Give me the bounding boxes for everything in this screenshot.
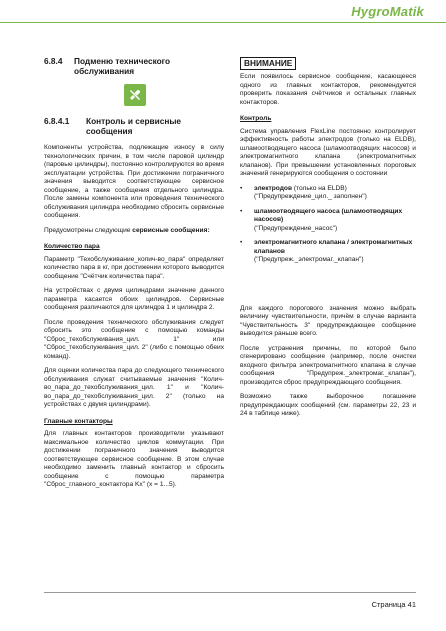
control-p4: Возможно также выборочное погашение предупреждающих сообщений (см. параметры 22, 23 и 24 в таблице ниже). bbox=[240, 393, 416, 417]
subsection-heading bbox=[44, 116, 224, 136]
subsection-number: 6.8.4.1 bbox=[44, 116, 70, 126]
status-bullet-item bbox=[240, 239, 416, 265]
brand-logo: HygroMatik bbox=[351, 4, 424, 19]
provided-bold: сервисные сообщения: bbox=[132, 226, 210, 234]
main-contactors-heading: Главные контакторы bbox=[44, 417, 113, 425]
steam-quantity-p1: Параметр "Техобслуживание_копич-во_пара" определяет количество пара в кг, при достижении которого выводится сообщение "Счётчик количества пара". bbox=[44, 255, 224, 280]
footer-rule bbox=[44, 592, 416, 593]
section-heading bbox=[44, 56, 224, 76]
subsection-title: Контроль и сервисные сообщения bbox=[86, 116, 182, 136]
steam-quantity-p3: После проведения технического обслуживания следует сбросить это сообщение с помощью команды "Сброс_техобслуживания_цил. 1" или "Сброс_техобслуживания_цил. 2" (либо с помощью обеих команд). bbox=[44, 318, 224, 360]
control-p1: Система управления FlexLine постоянно контролирует эффективность работы электродов (только на ELDB), шламоотводящего насоса (шламоотводящих насосов) и электромагнитного клапана (электромагнитных клапанов). При превышении установленных пороговых значений генерируются сообщения о состоянии bbox=[240, 127, 416, 177]
bullet-dot: • bbox=[240, 239, 243, 246]
steam-quantity-heading: Количество пара bbox=[44, 243, 100, 250]
bullet-dot: • bbox=[240, 207, 243, 215]
status-bullet-item bbox=[240, 208, 416, 234]
steam-quantity-p2: На устройствах с двумя цилиндрами значение данного параметра касается обоих цилиндров. Сервисные сообщения различаются для цилиндра 1 и цилиндра 2. bbox=[44, 287, 224, 311]
page-number: Страница 41 bbox=[371, 600, 416, 609]
section-title: Подменю технического обслуживания bbox=[74, 56, 171, 76]
header-rule bbox=[0, 22, 446, 23]
control-p3: После устранения причины, по которой было сгенерировано сообщение (например, после очистки входного фильтра электромагнитного клапана в случае сообщения "Предупреж._электромаг._клапан"), производится сброс предупреждающего сообщения. bbox=[240, 344, 416, 386]
section-number: 6.8.4 bbox=[44, 56, 63, 66]
bullet-text: шламоотводящего насоса (шламоотводящих насосов) ("Предупреждение_насос") bbox=[254, 207, 403, 232]
main-contactors-p1: Для главных контакторов производители указывают максимальное количество циклов коммутации. При достижении пограничного значения выводится соответствующее сервисное сообщение. В этом случае необходимо заменить главный контактор и сбросить сообщение с помощью параметра "Сброс_главного_контактора Kx" (x = 1...5). bbox=[44, 430, 224, 488]
control-p2: Для каждого порогового значения можно выбрать величину чувствительности, причём в случае варианта "Чувствительность 3" предупреждающее сообщение выводится раньше всего. bbox=[240, 304, 416, 337]
maintenance-tools-icon bbox=[124, 84, 146, 106]
page-header bbox=[0, 0, 446, 22]
control-heading: Контроль bbox=[240, 115, 272, 122]
right-column bbox=[240, 40, 416, 425]
intro-paragraph: Компоненты устройства, подлежащие износу в силу технологических причин, в том числе паровой цилиндр (паровые цилиндры), постоянно контролируются во время эксплуатации устройства. При достижении пограничного значения выводится соответствующее сервисное сообщение, а также сообщения отдельного цилиндра. После замены компонента или проведения технического обслуживания цилиндра необходимо сбросить сервисные сообщения. bbox=[44, 144, 224, 219]
bullet-text: электродов (только на ELDB) ("Предупреждение_цил._ заполнен") bbox=[254, 184, 367, 200]
bullet-bold: электродов bbox=[254, 184, 293, 192]
status-bullet-list bbox=[240, 185, 416, 265]
warning-title: ВНИМАНИЕ bbox=[240, 57, 296, 70]
steam-quantity-p4: Для оценки количества пара до следующего технического обслуживания служат считываемые значения "Колич-во_пара_до_техобслуживания_цил. 1" и "Колич-во_пара_до_техобслуживания_цил. 2" (только на устройствах с двумя цилиндрами). bbox=[44, 367, 224, 408]
left-column bbox=[44, 40, 224, 496]
bullet-bold: шламоотводящего насоса (шламоотводящих насосов) bbox=[254, 207, 403, 223]
provided-paragraph bbox=[44, 227, 224, 236]
status-bullet-item bbox=[240, 185, 416, 202]
bullet-dot: • bbox=[240, 184, 243, 192]
warning-text: Если появилось сервисное сообщение, касающееся одного из главных контакторов, рекомендуется проверить показания счётчиков и остальных главных контакторов. bbox=[240, 73, 416, 106]
provided-prefix: Предусмотрены следующие bbox=[44, 226, 133, 234]
bullet-text: электромагнитного клапана / электромагнитных клапанов ("Предупреж._электромаг._клапан") bbox=[254, 239, 413, 263]
bullet-bold: электромагнитного клапана / электромагнитных клапанов bbox=[254, 239, 413, 255]
